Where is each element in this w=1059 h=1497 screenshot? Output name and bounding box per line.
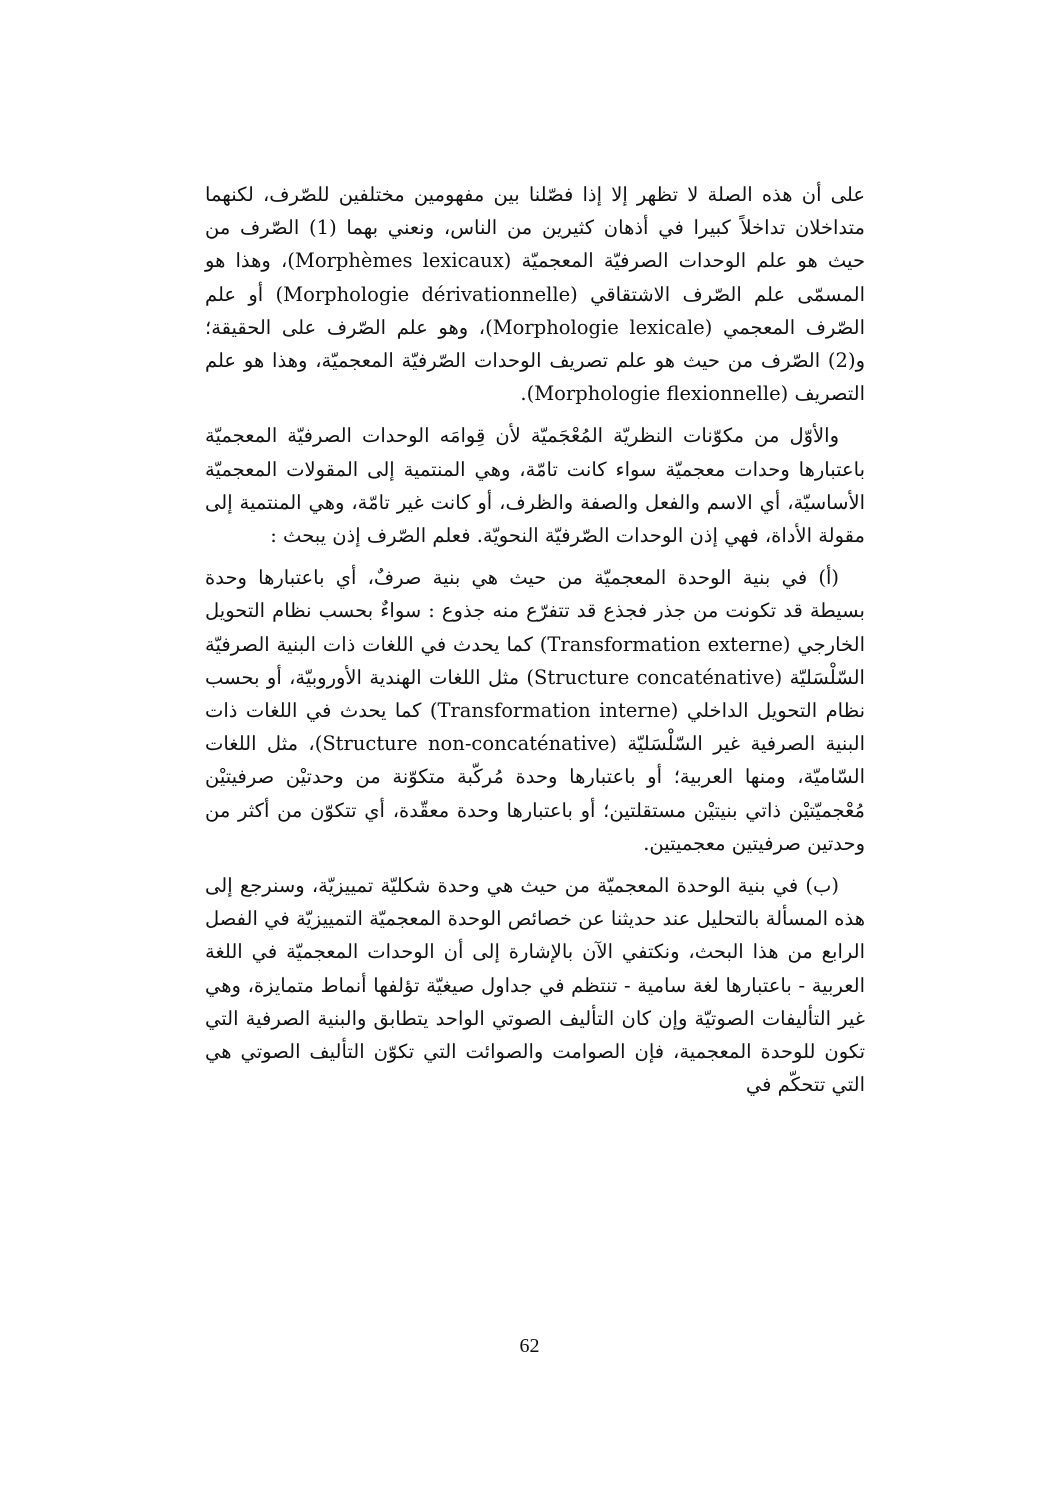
paragraph-2: والأوّل من مكوّنات النظريّة المُعْجَميّة لأن قِوامَه الوحدات الصرفيّة المعجميّة باعتبارها وحدات معجميّة سواء كانت تامّة، وهي المنتمية إلى المقولات المعجميّة الأساسيّة، أي الاسم والفعل والصفة والظرف، أو كانت غير تامّة، وهي المنتمية إلى مقولة الأداة، فهي إذن الوحدات الصّرفيّة النحويّة. فعلم الصّرف إذن يبحث : <box>205 424 865 548</box>
paragraph-4: (ب) في بنية الوحدة المعجميّة من حيث هي وحدة شكليّة تمييزيّة، وسنرجع إلى هذه المسألة بالتحليل عند حديثنا عن خصائص الوحدة المعجميّة التمييزيّة في الفصل الرابع من هذا البحث، ونكتفي الآن بالإشارة إلى أن الوحدات المعجميّة في اللغة العربية - باعتبارها لغة سامية - تنتظم في جداول صيغيّة تؤلفها أنماط متمايزة، وهي غير التأليفات الصوتيّة وإن كان التأليف الصوتي الواحد يتطابق والبنية الصرفية التي تكون للوحدة المعجمية، فإن الصوامت والصوائت التي تكوّن التأليف الصوتي هي التي تتحكّم في <box>205 874 865 1097</box>
page-number: 62 <box>519 1335 540 1357</box>
paragraph-1: على أن هذه الصلة لا تظهر إلا إذا فصّلنا بين مفهومين مختلفين للصّرف، لكنهما متداخلان تداخلاً كبيرا في أذهان كثيرين من الناس، ونعني بهما (1) الصّرف من حيث هو علم الوحدات الصرفيّة المعجميّة (Morphèmes lexicaux)، وهذا هو المسمّى علم الصّرف الاشتقاقي (Morphologie dérivationnelle) أو علم الصّرف المعجمي (Morphologie lexicale)، وهو علم الصّرف على الحقيقة؛ و(2) الصّرف من حيث هو علم تصريف الوحدات الصّرفيّة المعجميّة، وهذا هو علم التصريف (Morphologie flexionnelle). <box>205 183 865 406</box>
paragraph-3: (أ) في بنية الوحدة المعجميّة من حيث هي بنية صرفٌ، أي باعتبارها وحدة بسيطة قد تكونت من جذر فجذع قد تتفرّع منه جذوع : سواءٌ بحسب نظام التحويل الخارجي (Transformation externe) كما يحدث في اللغات ذات البنية الصرفيّة السّلْسَليّة (Structure concaténative) مثل اللغات الهندية الأوروبيّة، أو بحسب نظام التحويل الداخلي (Transformation interne) كما يحدث في اللغات ذات البنية الصرفية غير السّلْسَليّة (Structure non-concaténative)، مثل اللغات السّاميّة، ومنها العربية؛ أو باعتبارها وحدة مُركّبة متكوّنة من وحدتيْن صرفيتيْن مُعْجميّتيْن ذاتي بنيتيْن مستقلتين؛ أو باعتبارها وحدة معقّدة، أي تتكوّن من أكثر من وحدتين صرفيتين معجميتين. <box>205 566 866 855</box>
body-text <box>205 178 865 1110</box>
